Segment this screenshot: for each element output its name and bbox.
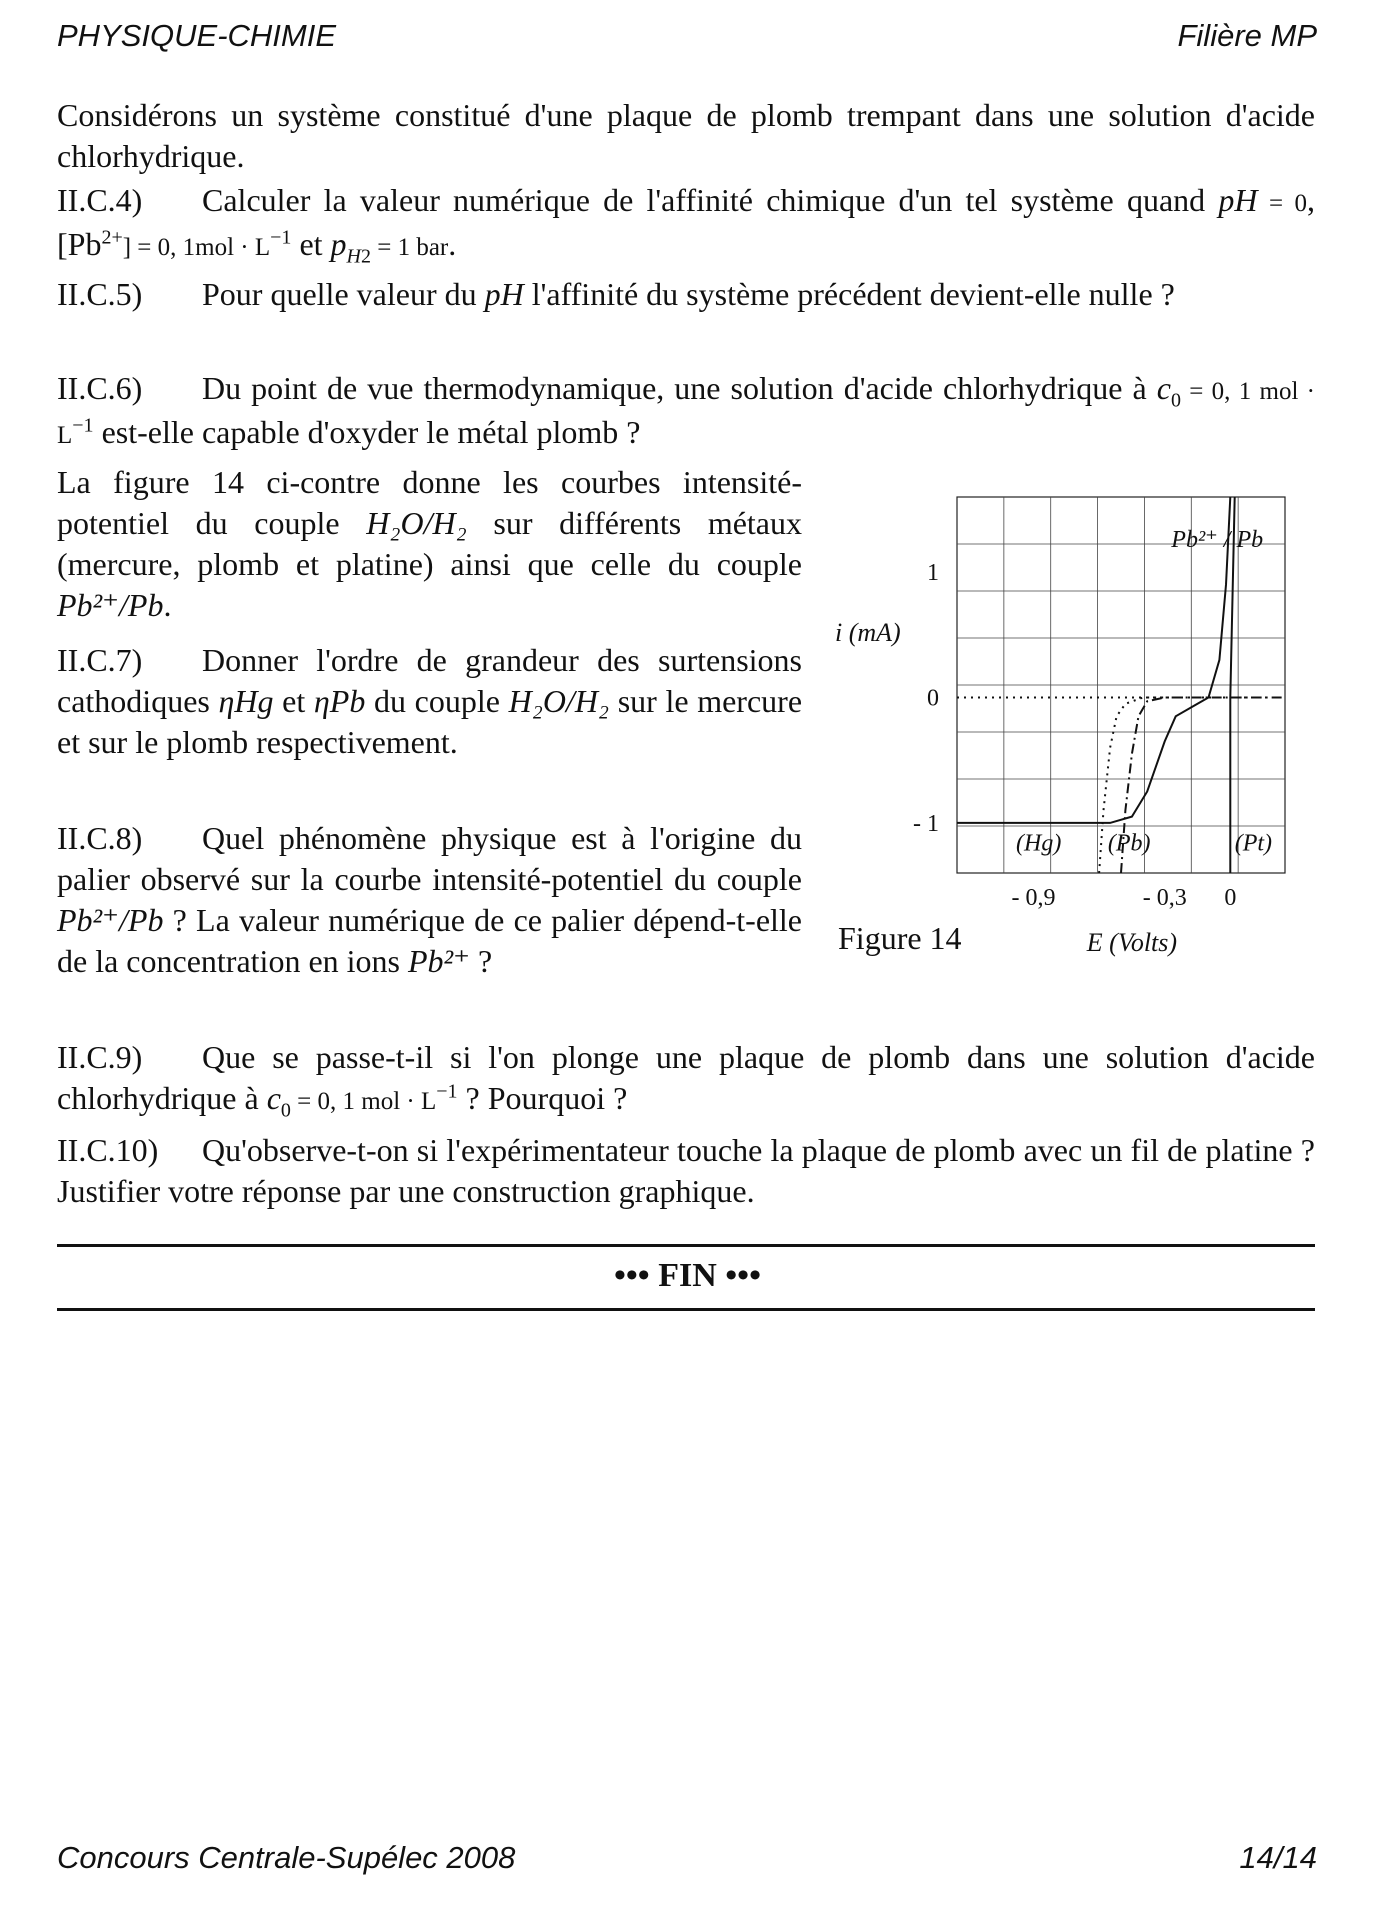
annotation-pb2-pb: Pb²⁺ / Pb — [1171, 527, 1264, 554]
bottom-divider — [57, 1308, 1315, 1311]
question-ii-c-7: II.C.7) Donner l'ordre de grandeur des surtensions cathodiques ηHg et ηPb du couple H₂O/H₂ sur le mercure et sur le plomb respectivement. — [57, 642, 803, 760]
y-axis-label: i (mA) — [835, 618, 901, 648]
question-label: II.C.9) — [57, 1039, 143, 1075]
x-tick-label: 0 — [1224, 885, 1237, 911]
y-tick-label: 0 — [927, 685, 939, 712]
figure-caption: Figure 14 — [838, 920, 962, 956]
question-label: II.C.7) — [57, 642, 143, 678]
annotation-hg: (Hg) — [1016, 830, 1062, 857]
question-ii-c-4: II.C.4) Calculer la valeur numérique de l'affinité chimique d'un tel système quand pH = 0, $[Pb^{2+}] = 0$, $1mol \cdot L^{-1}$ et $p_{H2} = 1$ bar. — [57, 182, 1315, 268]
footer-page: 14/14 — [1239, 1840, 1317, 1875]
intro-paragraph — [57, 95, 1315, 177]
question-label: II.C.4) — [57, 182, 143, 218]
question-ii-c-6: II.C.6) Du point de vue thermodynamique, une solution d'acide chlorhydrique à $c_0 = 0$, 1 mol · $L^{-1}$ est-elle capable d'oxyder le métal plomb ? — [57, 370, 1315, 450]
question-ii-c-10: II.C.10) Qu'observe-t-on si l'expérimentateur touche la plaque de plomb avec un fil de platine ? Justifier votre réponse par une construction graphique. — [57, 1132, 1315, 1209]
annotation-pt: (Pt) — [1234, 830, 1273, 857]
question-ii-c-8: II.C.8) Quel phénomène physique est à l'origine du palier observé sur la courbe intensité-potentiel du couple Pb²⁺/Pb ? La valeur numérique de ce palier dépend-t-elle de la concentration en ions Pb²⁺ ? — [57, 820, 802, 979]
y-tick-label: 1 — [927, 560, 939, 587]
footer-exam: Concours Centrale-Supélec 2008 — [57, 1840, 516, 1875]
question-ii-c-9: II.C.9) Que se passe-t-il si l'on plonge une plaque de plomb dans une solution d'acide chlorhydrique à $c_0 = 0$, 1 mol · $L^{-1}$ ? Pourquoi ? — [57, 1039, 1315, 1122]
top-divider — [57, 1244, 1315, 1247]
x-axis-label: E (Volts) — [1086, 928, 1178, 957]
page-header-subject: PHYSIQUE-CHIMIE — [57, 18, 337, 53]
question-label: II.C.5) — [57, 276, 143, 312]
page-header-track: Filière MP — [1177, 18, 1317, 53]
question-label: II.C.6) — [57, 370, 143, 406]
intro-text: Considérons un système constitué d'une plaque de plomb trempant dans une solution d'acide chlorhydrique. — [57, 97, 1315, 174]
figure-intro-paragraph: La figure 14 ci-contre donne les courbes intensité-potentiel du couple H₂O/H₂ sur différents métaux (mercure, plomb et platine) ainsi que celle du couple Pb²⁺/Pb. — [57, 464, 802, 623]
annotation-pb: (Pb) — [1107, 830, 1151, 857]
end-marker: ••• FIN ••• — [614, 1257, 761, 1294]
y-tick-label: - 1 — [913, 810, 939, 837]
question-label: II.C.10) — [57, 1132, 159, 1168]
intensity-potential-figure — [835, 485, 1305, 965]
question-label: II.C.8) — [57, 820, 143, 856]
x-tick-label: - 0,9 — [1011, 885, 1056, 911]
x-tick-label: - 0,3 — [1142, 885, 1187, 911]
question-ii-c-5: II.C.5) Pour quelle valeur du pH l'affinité du système précédent devient-elle nulle ? — [57, 274, 1315, 315]
